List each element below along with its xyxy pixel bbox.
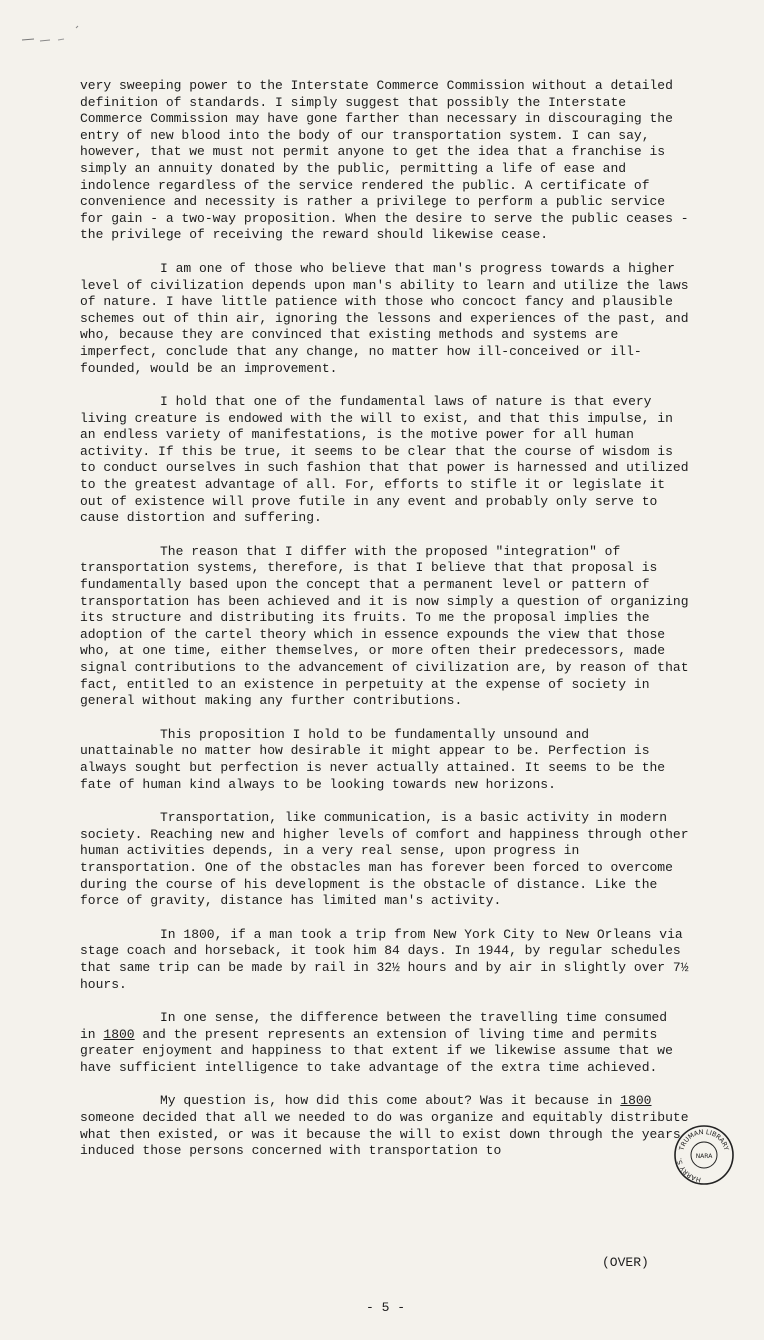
paragraph-9-end: someone decided that all we needed to do was organize and equitably distribute what then existed, or was it because the will to exist down through the years induced those persons concerned with transportation to — [80, 1110, 689, 1159]
scan-marks — [20, 22, 90, 52]
paragraph-8-end: and the present represents an extension of living time and permits greater enjoyment and happiness to that extent if we likewise assume that we have sufficient intelligence to take advantage of the extra time achieved. — [80, 1026, 673, 1075]
paragraph-8-start: In one sense, the difference between the travelling time consumed in — [80, 1010, 668, 1042]
svg-text:HARRY S.: HARRY S. — [675, 1157, 702, 1184]
paragraph-6: Transportation, like communication, is a basic activity in modern society. Reaching new and higher levels of comfort and happiness through other human activities depends, in a very real sense, upon progress in transportation. One of the obstacles man has forever been forced to overcome during the course of his development is the obstacle of distance. Like the force of gravity, distance has limited man's activity. — [80, 810, 689, 909]
svg-text:TRUMAN LIBRARY: TRUMAN LIBRARY — [677, 1127, 731, 1152]
body-text — [80, 78, 690, 1177]
paragraph-9-start: My question is, how did this come about? Was it because in — [160, 1093, 621, 1109]
paragraph-7: In 1800, if a man took a trip from New York City to New Orleans via stage coach and horseback, it took him 84 days. In 1944, by regular schedules that same trip can be made by rail in 32½ hours and by air in slightly over 7½ hours. — [80, 926, 689, 992]
paragraph-2: I am one of those who believe that man's progress towards a higher level of civilization depends upon man's ability to learn and utilize the laws of nature. I have little patience with those who concoct fancy and plausible schemes out of thin air, ignoring the lessons and experiences of the past, and who, because they are convinced that existing methods and systems are imperfect, conclude that any change, no matter how ill-conceived or ill-founded, would be an improvement. — [80, 260, 689, 376]
paragraph-9 — [80, 1093, 690, 1159]
underlined-year: 1800 — [103, 1026, 135, 1042]
over-label: (OVER) — [602, 1255, 649, 1270]
truman-library-stamp — [673, 1124, 735, 1186]
underlined-year: 1800 — [620, 1093, 652, 1109]
paragraph-1: very sweeping power to the Interstate Commerce Commission without a detailed definition of standards. I simply suggest that possibly the Interstate Commerce Commission may have gone farther than necessary in discouraging the entry of new blood into the body of our transportation system. I can say, however, that we must not permit anyone to get the idea that a franchise is simply an annuity donated by the public, permitting a life of ease and indolence regardless of the service rendered the public. A certificate of convenience and necessity is rather a privilege to perform a public service for gain - a two-way proposition. When the desire to serve the public ceases - the privilege of receiving the reward should likewise cease. — [80, 78, 689, 243]
svg-text:NARA: NARA — [695, 1153, 713, 1160]
paragraph-8 — [80, 1010, 690, 1076]
page-number: - 5 - — [366, 1300, 406, 1315]
paragraph-4: The reason that I differ with the proposed "integration" of transportation systems, therefore, is that I believe that that proposal is fundamentally based upon the concept that a permanent level or pattern of transportation has been achieved and it is now simply a question of organizing its structure and distributing its fruits. To me the proposal implies the adoption of the cartel theory which in essence expounds the view that those who, at one time, either themselves, or more often their predecessors, made signal contributions to the advancement of civilization are, by reason of that fact, entitled to an existence in perpetuity at the expense of society in general without making any further contributions. — [80, 543, 689, 709]
paragraph-5: This proposition I hold to be fundamentally unsound and unattainable no matter how desirable it might appear to be. Perfection is always sought but perfection is never actually attained. It seems to be the fate of human kind always to be looking towards new horizons. — [80, 726, 666, 792]
paragraph-3: I hold that one of the fundamental laws of nature is that every living creature is endowed with the will to exist, and that this impulse, in an endless variety of manifestations, is the motive power for all human activity. If this be true, it seems to be clear that the course of wisdom is to conduct ourselves in such fashion that that power is harnessed and utilized to the greatest advantage of all. For, efforts to stifle it or legislate it out of existence will prove futile in any event and probably only serve to cause distortion and suffering. — [80, 394, 689, 526]
